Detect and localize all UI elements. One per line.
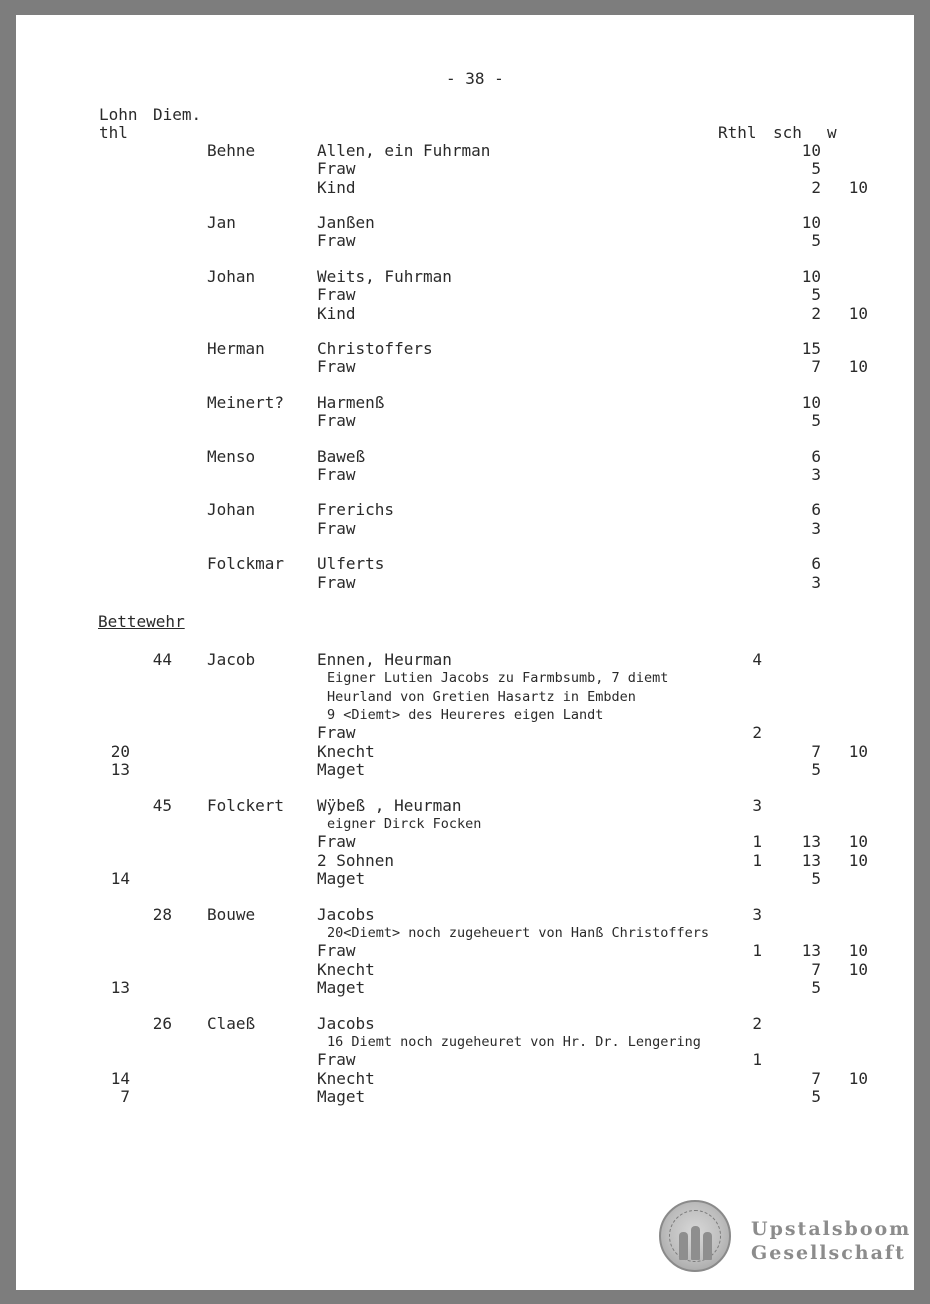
entry-label: Knecht — [317, 959, 375, 979]
lohn-value: 13 — [110, 977, 130, 997]
entry-label: Fraw — [317, 357, 356, 377]
entry-label: Janßen — [317, 213, 375, 233]
logo-line-2: Gesellschaft — [751, 1242, 906, 1264]
entry-label: Christoffers — [317, 339, 433, 358]
w-value: 10 — [848, 303, 868, 323]
sch-value: 6 — [811, 554, 821, 574]
entry-label: Harmenß — [317, 392, 385, 412]
first-name: Bouwe — [207, 904, 256, 924]
header-thl: thl — [99, 123, 128, 142]
entry-label: Kind — [317, 177, 356, 197]
w-value: 10 — [848, 959, 868, 979]
entry-label: Ennen, Heurman — [317, 650, 452, 669]
entry-label: Fraw — [317, 464, 356, 484]
document-page — [16, 15, 914, 1290]
entry-label: Maget — [317, 868, 366, 888]
first-name: Claeß — [207, 1013, 256, 1033]
rthl-value: 3 — [752, 795, 762, 815]
first-name: Behne — [207, 141, 256, 160]
rthl-value: 3 — [752, 904, 762, 924]
sch-value: 5 — [811, 231, 821, 251]
w-value: 10 — [848, 850, 868, 870]
entry-label: Maget — [317, 1086, 366, 1106]
diem-value: 45 — [152, 795, 172, 815]
sch-value: 10 — [801, 266, 821, 286]
header-w: w — [827, 123, 837, 142]
first-name: Meinert? — [207, 392, 285, 412]
sch-value: 5 — [811, 1086, 821, 1106]
header-rthl: Rthl — [718, 123, 757, 142]
sch-value: 7 — [811, 357, 821, 377]
sch-value: 3 — [811, 518, 821, 538]
note-text: Heurland von Gretien Hasartz in Embden — [327, 688, 636, 705]
sch-value: 10 — [801, 213, 821, 233]
lohn-value: 14 — [110, 868, 130, 888]
entry-label: Maget — [317, 759, 366, 779]
header-diem: Diem. — [153, 105, 202, 124]
sch-value: 10 — [801, 392, 821, 412]
rthl-value: 1 — [752, 850, 762, 870]
sch-value: 5 — [811, 411, 821, 431]
entry-label: Baweß — [317, 446, 366, 466]
first-name: Johan — [207, 500, 256, 520]
rthl-value: 1 — [752, 832, 762, 852]
first-name: Johan — [207, 266, 256, 286]
sch-value: 13 — [801, 850, 821, 870]
sch-value: 2 — [811, 303, 821, 323]
entry-label: Maget — [317, 977, 366, 997]
rthl-value: 1 — [752, 1050, 762, 1070]
sch-value: 3 — [811, 572, 821, 592]
first-name: Jacob — [207, 650, 256, 669]
entry-label: Wÿbeß , Heurman — [317, 795, 462, 815]
sch-value: 7 — [811, 959, 821, 979]
entry-label: 2 Sohnen — [317, 850, 395, 870]
logo-line-1: Upstalsboom — [751, 1218, 912, 1240]
sch-value: 5 — [811, 868, 821, 888]
seal-emblem — [659, 1200, 731, 1272]
entry-label: Fraw — [317, 723, 356, 743]
header-lohn: Lohn — [99, 105, 138, 124]
lohn-value: 13 — [110, 759, 130, 779]
note-text: Eigner Lutien Jacobs zu Farmbsumb, 7 diemt — [327, 670, 669, 687]
sch-value: 5 — [811, 285, 821, 305]
section-title: Bettewehr — [98, 612, 185, 631]
first-name: Jan — [207, 213, 236, 233]
w-value: 10 — [848, 357, 868, 377]
sch-value: 15 — [801, 339, 821, 358]
entry-label: Knecht — [317, 741, 375, 761]
entry-label: Fraw — [317, 285, 356, 305]
sch-value: 5 — [811, 759, 821, 779]
entry-label: Frerichs — [317, 500, 395, 520]
entry-label: Ulferts — [317, 554, 385, 574]
w-value: 10 — [848, 1068, 868, 1088]
w-value: 10 — [848, 177, 868, 197]
entry-label: Weits, Fuhrman — [317, 266, 452, 286]
sch-value: 13 — [801, 832, 821, 852]
note-text: 9 <Diemt> des Heureres eigen Landt — [327, 706, 604, 723]
rthl-value: 2 — [752, 1013, 762, 1033]
entry-label: Fraw — [317, 572, 356, 592]
note-text: eigner Dirck Focken — [327, 815, 482, 832]
sch-value: 5 — [811, 977, 821, 997]
lohn-value: 7 — [120, 1086, 130, 1106]
diem-value: 44 — [152, 650, 172, 669]
entry-label: Fraw — [317, 159, 356, 179]
sch-value: 13 — [801, 941, 821, 961]
entry-label: Knecht — [317, 1068, 375, 1088]
sch-value: 3 — [811, 464, 821, 484]
entry-label: Jacobs — [317, 1013, 375, 1033]
sch-value: 10 — [801, 141, 821, 160]
note-text: 16 Diemt noch zugeheuret von Hr. Dr. Lengering — [327, 1033, 701, 1050]
rthl-value: 1 — [752, 941, 762, 961]
first-name: Herman — [207, 339, 265, 358]
diem-value: 26 — [152, 1013, 172, 1033]
rthl-value: 2 — [752, 723, 762, 743]
sch-value: 2 — [811, 177, 821, 197]
entry-label: Fraw — [317, 231, 356, 251]
entry-label: Fraw — [317, 411, 356, 431]
rthl-value: 4 — [752, 650, 762, 669]
sch-value: 7 — [811, 741, 821, 761]
lohn-value: 20 — [110, 741, 130, 761]
w-value: 10 — [848, 941, 868, 961]
page-number: - 38 - — [446, 69, 504, 88]
w-value: 10 — [848, 741, 868, 761]
first-name: Menso — [207, 446, 256, 466]
sch-value: 6 — [811, 446, 821, 466]
first-name: Folckmar — [207, 554, 285, 574]
header-sch: sch — [773, 123, 802, 142]
first-name: Folckert — [207, 795, 285, 815]
diem-value: 28 — [152, 904, 172, 924]
entry-label: Fraw — [317, 1050, 356, 1070]
entry-label: Fraw — [317, 941, 356, 961]
entry-label: Kind — [317, 303, 356, 323]
entry-label: Fraw — [317, 518, 356, 538]
entry-label: Fraw — [317, 832, 356, 852]
lohn-value: 14 — [110, 1068, 130, 1088]
note-text: 20<Diemt> noch zugeheuert von Hanß Christoffers — [327, 924, 710, 941]
entry-label: Allen, ein Fuhrman — [317, 141, 491, 160]
entry-label: Jacobs — [317, 904, 375, 924]
sch-value: 7 — [811, 1068, 821, 1088]
sch-value: 5 — [811, 159, 821, 179]
w-value: 10 — [848, 832, 868, 852]
sch-value: 6 — [811, 500, 821, 520]
